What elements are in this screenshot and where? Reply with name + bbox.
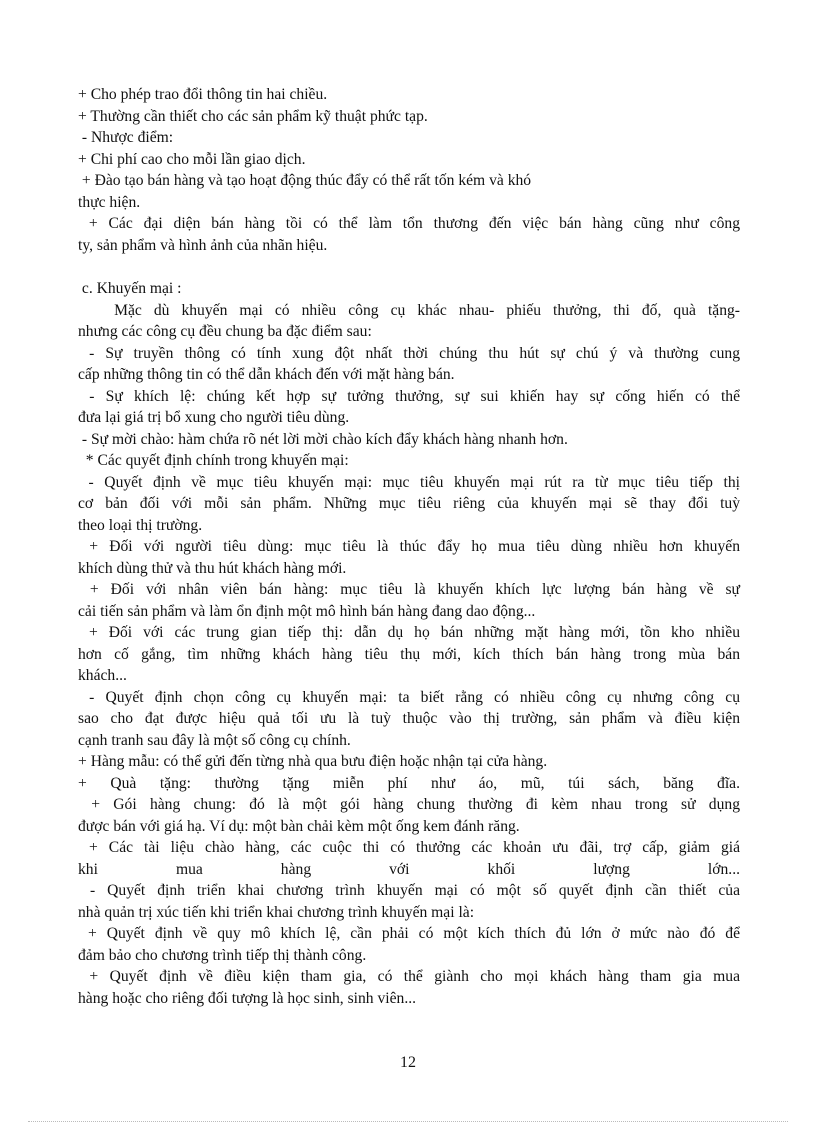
text-line: được bán với giá hạ. Ví dụ: một bàn chải kèm một ống kem đánh răng.: [78, 817, 520, 835]
text-line: + Hàng mẫu: có thể gửi đến từng nhà qua bưu điện hoặc nhận tại cửa hàng.: [78, 753, 548, 770]
page-number: 12: [400, 1054, 416, 1071]
text-line: + Cho phép trao đổi thông tin hai chiều.: [78, 86, 328, 103]
text-line: + Quà tặng: thường tặng miễn phí như áo, mũ, túi sách, băng đĩa.: [78, 774, 740, 792]
text-line: đảm bảo cho chương trình tiếp thị thành công.: [78, 946, 367, 964]
page-body: [78, 84, 740, 1009]
text-line: ty, sản phẩm và hình ảnh của nhãn hiệu.: [78, 236, 328, 254]
text-line: + Thường cần thiết cho các sản phẩm kỹ thuật phức tạp.: [78, 107, 428, 125]
text-line: cơ bản đối với mỗi sản phẩm. Những mục tiêu riêng của khuyến mại sẽ thay đổi tuỳ: [78, 495, 740, 512]
text-line: + Chi phí cao cho mỗi lần giao dịch.: [78, 150, 306, 168]
text-line: + Đối với các trung gian tiếp thị: dẫn dụ họ bán những mặt hàng mới, tồn kho nhiều: [78, 624, 740, 641]
text-line: + Quyết định về quy mô khích lệ, cần phải có một kích thích đủ lớn ở mức nào đó để: [78, 925, 740, 942]
text-line: - Sự khích lệ: chúng kết hợp sự tưởng thưởng, sự sui khiến hay sự cống hiến có thể: [78, 387, 740, 405]
text-line: nhà quản trị xúc tiến khi triển khai chương trình khuyến mại là:: [78, 903, 475, 921]
text-line: khách...: [78, 667, 127, 684]
text-line: hơn cố gắng, tìm những khách hàng tiêu thụ mới, kích thích bán hàng trong mùa bán: [78, 645, 740, 663]
paragraph-spacer: [78, 256, 740, 278]
text-line: hàng hoặc cho riêng đối tượng là học sinh, sinh viên...: [78, 989, 417, 1007]
text-line: đưa lại giá trị bổ xung cho người tiêu dùng.: [78, 409, 350, 426]
text-line: + Các tài liệu chào hàng, các cuộc thi có thưởng các khoản ưu đãi, trợ cấp, giảm giá: [78, 839, 740, 856]
text-line: - Sự mời chào: hàm chứa rõ nét lời mời chào kích đẩy khách hàng nhanh hơn.: [78, 430, 568, 448]
text-line: cạnh tranh sau đây là một số công cụ chính.: [78, 731, 351, 749]
text-line: cải tiến sản phẩm và làm ổn định một mô hình bán hàng đang dao động...: [78, 602, 536, 620]
text-line: + Quyết định về điều kiện tham gia, có thể giành cho mọi khách hàng tham gia mua: [78, 968, 740, 985]
text-line: nhưng các công cụ đều chung ba đặc điểm sau:: [78, 323, 372, 340]
text-line: - Quyết định chọn công cụ khuyến mại: ta biết rằng có nhiều công cụ nhưng công cụ: [78, 688, 740, 706]
text-line: + Đối với người tiêu dùng: mục tiêu là thúc đẩy họ mua tiêu dùng nhiều hơn khuyến: [78, 538, 740, 555]
text-line: theo loại thị trường.: [78, 516, 203, 534]
text-line: khích dùng thử và thu hút khách hàng mới.: [78, 559, 347, 577]
text-line: - Sự truyền thông có tính xung đột nhất thời chúng thu hút sự chú ý và thường cung: [78, 344, 740, 362]
text-line: cấp những thông tin có thể dẫn khách đến với mặt hàng bán.: [78, 366, 455, 383]
text-line: - Quyết định về mục tiêu khuyến mại: mục tiêu khuyến mại rút ra từ mục tiêu tiếp thị: [78, 473, 740, 491]
text-line: c. Khuyến mại :: [78, 280, 182, 297]
text-line: + Gói hàng chung: đó là một gói hàng chung thường đi kèm nhau trong sử dụng: [78, 796, 740, 813]
page-bottom-divider: [28, 1121, 788, 1122]
text-line: Mặc dù khuyến mại có nhiều công cụ khác nhau- phiếu thưởng, thi đố, quà tặng-: [78, 301, 740, 319]
text-line: sao cho đạt được hiệu quả tối ưu là tuỳ thuộc vào thị trường, sản phẩm và điều kiện: [78, 710, 740, 727]
text-line: - Nhược điểm:: [78, 129, 174, 146]
text-line: * Các quyết định chính trong khuyến mại:: [78, 452, 349, 469]
text-line: + Đối với nhân viên bán hàng: mục tiêu là khuyến khích lực lượng bán hàng về sự: [78, 581, 740, 598]
text-line: thực hiện.: [78, 193, 141, 211]
text-line: khi mua hàng với khối lượng lớn...: [78, 860, 740, 878]
text-line: - Quyết định triển khai chương trình khuyến mại có một số quyết định cần thiết của: [78, 882, 740, 899]
text-line: + Đào tạo bán hàng và tạo hoạt động thúc đẩy có thể rất tốn kém và khó: [78, 172, 532, 189]
text-line: + Các đại diện bán hàng tồi có thể làm tổn thương đến việc bán hàng cũng như công: [78, 215, 740, 232]
